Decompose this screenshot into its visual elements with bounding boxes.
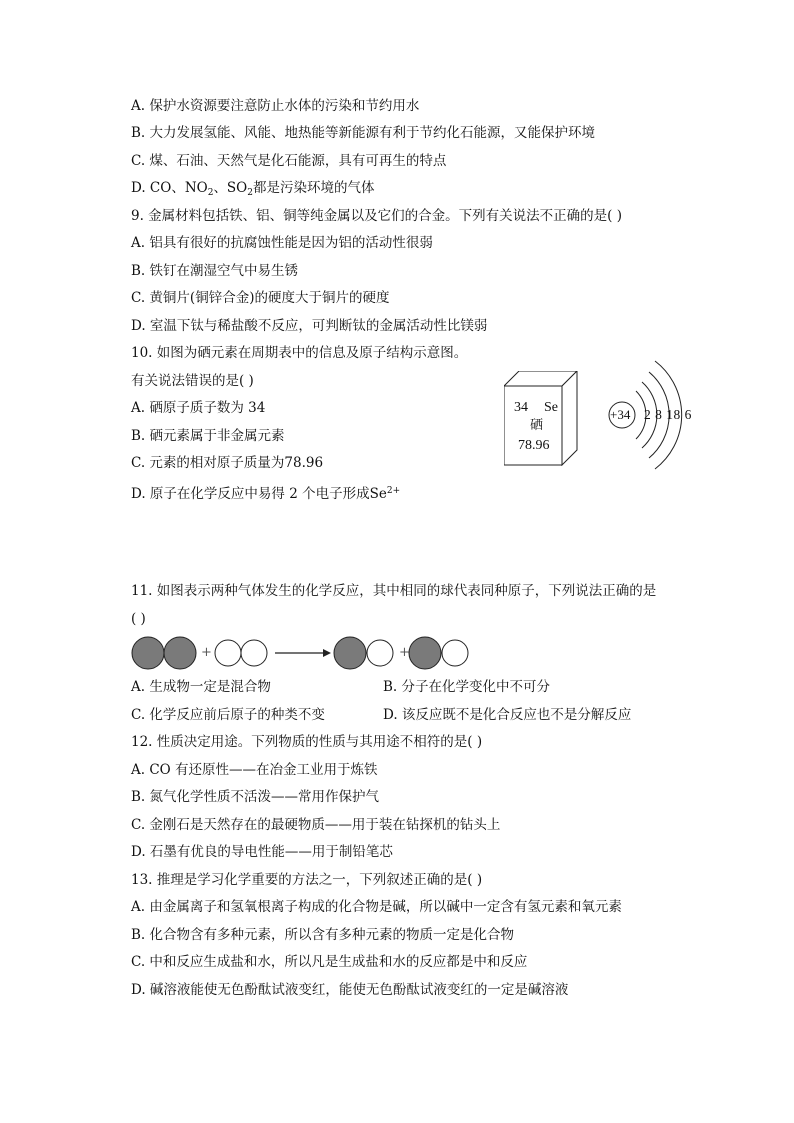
reaction-molecules-drawing: [131, 636, 476, 672]
so2-subscript: 2: [247, 188, 253, 198]
gray-atom: [164, 637, 196, 669]
q12-option-b: B. 氮气化学性质不活泼——常用作保护气: [131, 789, 380, 805]
q9-stem: 9. 金属材料包括铁、铝、铜等纯金属以及它们的合金。下列有关说法不正确的是( ): [131, 208, 622, 224]
q12-option-d: D. 石墨有优良的导电性能——用于制铅笔芯: [131, 844, 393, 860]
selenium-atom-structure: [606, 355, 698, 479]
atomic-number: 34: [514, 400, 528, 415]
q11-option-c: C. 化学反应前后原子的种类不变: [131, 707, 325, 723]
shell-electron-counts: 2 8 18 6: [644, 407, 692, 422]
q12-option-a: A. CO 有还原性——在冶金工业用于炼铁: [131, 762, 378, 778]
q8-option-a: A. 保护水资源要注意防止水体的污染和节约用水: [131, 98, 420, 114]
gray-atom: [409, 637, 441, 669]
element-symbol: Se: [544, 400, 558, 415]
q8-option-d-end: 都是污染环境的气体: [253, 180, 375, 196]
q11-stem-line2: ( ): [131, 611, 146, 627]
atomic-mass: 78.96: [518, 438, 550, 453]
q10-option-d-text: D. 原子在化学反应中易得 2 个电子形成Se: [131, 486, 387, 502]
q10-stem-line2: 有关说法错误的是( ): [131, 373, 254, 389]
q8-option-d-mid: 、SO: [213, 180, 248, 196]
q12-stem: 12. 性质决定用途。下列物质的性质与其用途不相符的是( ): [131, 734, 483, 750]
q8-option-b: B. 大力发展氢能、风能、地热能等新能源有利于节约化石能源，又能保护环境: [131, 125, 596, 141]
q11-option-b: B. 分子在化学变化中不可分: [383, 679, 551, 695]
white-atom: [367, 640, 393, 666]
arrow-head: [323, 649, 331, 657]
q10-option-c: C. 元素的相对原子质量为78.96: [131, 455, 324, 471]
q9-option-d: D. 室温下钛与稀盐酸不反应，可判断钛的金属活动性比镁弱: [131, 318, 488, 334]
white-atom: [215, 640, 241, 666]
no2-subscript: 2: [207, 188, 214, 198]
white-atom: [442, 640, 468, 666]
se-charge-superscript: 2+: [386, 486, 401, 496]
q10-option-a: A. 硒原子质子数为 34: [131, 400, 266, 416]
q11-stem-line1: 11. 如图表示两种气体发生的化学反应，其中相同的球代表同种原子，下列说法正确的是: [131, 583, 657, 599]
q13-option-a: A. 由金属离子和氢氧根离子构成的化合物是碱，所以碱中一定含有氢元素和氧元素: [131, 899, 622, 915]
reaction-diagram: [131, 636, 476, 676]
q13-stem: 13. 推理是学习化学重要的方法之一，下列叙述正确的是( ): [131, 872, 483, 888]
q8-option-d-text: D. CO、NO: [131, 180, 208, 196]
q13-option-c: C. 中和反应生成盐和水，所以凡是生成盐和水的反应都是中和反应: [131, 954, 528, 970]
nucleus-charge: +34: [610, 407, 631, 422]
q10-stem-line1: 10. 如图为硒元素在周期表中的信息及原子结构示意图。: [131, 345, 468, 361]
q8-option-d: [131, 179, 375, 202]
q12-option-c: C. 金刚石是天然存在的最硬物质——用于装在钻探机的钻头上: [131, 817, 501, 833]
q10-option-d: [131, 482, 400, 503]
white-atom: [241, 640, 267, 666]
q11-option-d: D. 该反应既不是化合反应也不是分解反应: [383, 707, 632, 723]
q13-option-b: B. 化合物含有多种元素，所以含有多种元素的物质一定是化合物: [131, 927, 515, 943]
selenium-element-card: [504, 371, 600, 470]
element-name: 硒: [530, 418, 544, 433]
q9-option-c: C. 黄铜片(铜锌合金)的硬度大于铜片的硬度: [131, 290, 390, 306]
q13-option-d: D. 碱溶液能使无色酚酞试液变红，能使无色酚酞试液变红的一定是碱溶液: [131, 982, 569, 998]
q9-option-b: B. 铁钉在潮湿空气中易生锈: [131, 263, 299, 279]
plus-sign-2: +: [399, 645, 410, 660]
q8-option-c: C. 煤、石油、天然气是化石能源，具有可再生的特点: [131, 153, 447, 169]
q10-option-b: B. 硒元素属于非金属元素: [131, 428, 285, 444]
gray-atom: [334, 637, 366, 669]
gray-atom: [132, 637, 164, 669]
q9-option-a: A. 铝具有很好的抗腐蚀性能是因为铝的活动性很弱: [131, 235, 433, 251]
q11-option-a: A. 生成物一定是混合物: [131, 679, 271, 695]
plus-sign-1: +: [201, 645, 212, 660]
